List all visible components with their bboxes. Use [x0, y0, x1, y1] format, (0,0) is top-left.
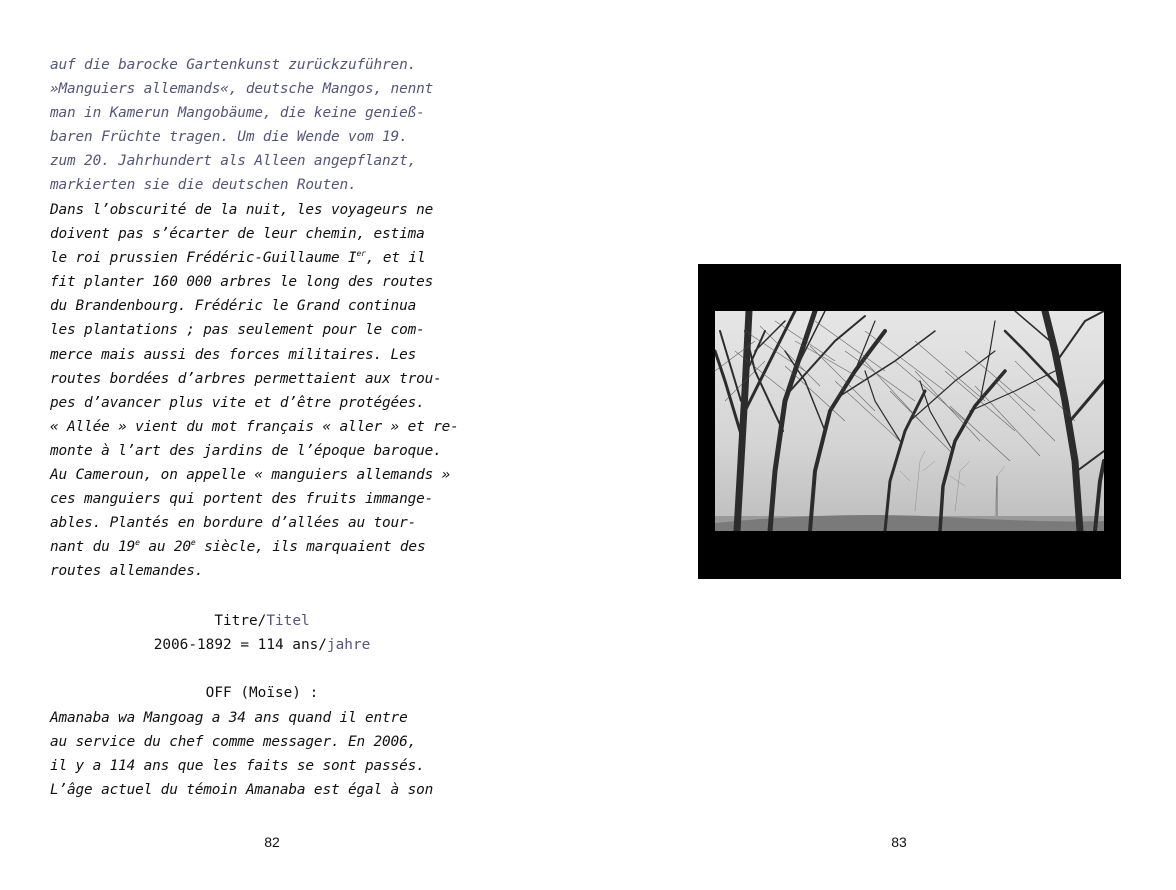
- french-line: routes allemandes.: [50, 563, 204, 580]
- right-page: [588, 0, 1176, 890]
- french-line: « Allée » vient du mot français « aller » et re-: [50, 418, 459, 435]
- bare-trees-photo: [715, 311, 1104, 531]
- film-still-frame: [698, 264, 1121, 579]
- french-line: ables. Plantés en bordure d’allées au tour-: [50, 515, 417, 532]
- off-text-block: [50, 706, 490, 802]
- off-line: il y a 114 ans que les faits se sont passés.: [50, 758, 425, 775]
- french-line: monte à l’art des jardins de l’époque baroque.: [50, 442, 442, 459]
- french-line: Au Cameroun, on appelle « manguiers allemands »: [50, 467, 451, 484]
- french-line: pes d’avancer plus vite et d’être protégées.: [50, 394, 425, 411]
- german-line: baren Früchte tragen. Um die Wende vom 19.: [50, 129, 408, 146]
- german-line: man in Kamerun Mangobäume, die keine genieß-: [50, 105, 425, 122]
- french-line: fit planter 160 000 arbres le long des routes: [50, 274, 434, 291]
- page-number-right: 83: [891, 834, 907, 850]
- french-line: routes bordées d’arbres permettaient aux trou-: [50, 370, 442, 387]
- off-line: L’âge actuel du témoin Amanaba est égal à son: [50, 782, 434, 799]
- french-line: ces manguiers qui portent des fruits immange-: [50, 491, 434, 508]
- french-line: merce mais aussi des forces militaires. Les: [50, 346, 417, 363]
- title-heading: Titre/Titel: [214, 613, 310, 629]
- years-equation: 2006-1892 = 114 ans/jahre: [153, 637, 371, 653]
- german-line: zum 20. Jahrhundert als Alleen angepflanzt,: [50, 153, 417, 170]
- off-line: au service du chef comme messager. En 2006,: [50, 734, 417, 751]
- french-line: le roi prussien Frédéric-Guillaume Ier, et il: [50, 249, 426, 267]
- french-line: du Brandenbourg. Frédéric le Grand continua: [50, 298, 417, 315]
- german-line: auf die barocke Gartenkunst zurückzuführen.: [50, 57, 417, 73]
- german-line: markierten sie die deutschen Routen.: [50, 177, 357, 194]
- french-line: Dans l’obscurité de la nuit, les voyageurs ne: [50, 202, 434, 218]
- german-text-block: [50, 53, 490, 198]
- page-number-left: 82: [264, 834, 280, 850]
- off-line: Amanaba wa Mangoag a 34 ans quand il entre: [50, 710, 408, 726]
- french-line: les plantations ; pas seulement pour le com-: [50, 322, 425, 339]
- off-speaker-label: OFF (Moïse) :: [205, 685, 319, 701]
- french-text-block: [50, 198, 490, 584]
- french-line: nant du 19e au 20e siècle, ils marquaient des: [50, 538, 426, 556]
- german-line: »Manguiers allemands«, deutsche Mangos, nennt: [50, 81, 434, 98]
- french-line: doivent pas s’écarter de leur chemin, estima: [50, 226, 425, 243]
